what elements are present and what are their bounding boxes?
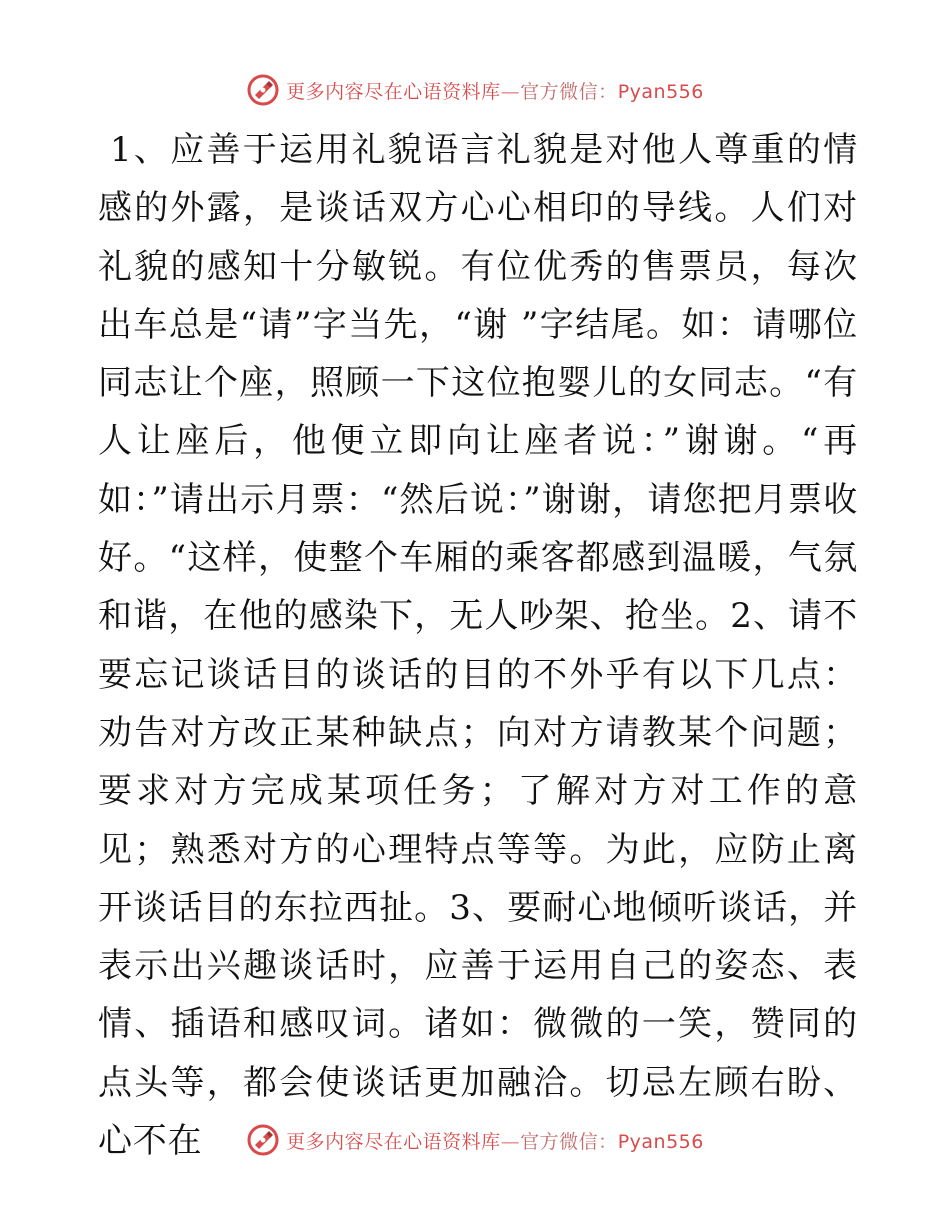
footer-separator: — <box>500 1130 521 1153</box>
header-banner-text <box>286 77 704 104</box>
header-banner <box>0 70 950 110</box>
footer-banner-text <box>286 1127 704 1154</box>
footer-wechat-id: Pyan556 <box>617 1130 704 1153</box>
header-wechat-id: Pyan556 <box>617 80 704 103</box>
header-official-text: 官方微信： <box>520 80 618 103</box>
document-body: 1、应善于运用礼貌语言礼貌是对他人尊重的情感的外露，是谈话双方心心相印的导线。人们对礼貌的感知十分敏锐。有位优秀的售票员，每次出车总是“请”字当先，“谢 ”字结尾。如：请哪位同志让个座，照顾一下这位抱婴儿的女同志。“有人让座后，他便立即向让座者说：”谢谢。“再如：”请出示月票：“然后说：”谢谢，请您把月票收好。“这样，使整个车厢的乘客都感到温暖，气氛和谐，在他的感染下，无人吵架、抢坐。2、请不要忘记谈话目的谈话的目的不外乎有以下几点：劝告对方改正某种缺点；向对方请教某个问题；要求对方完成某项任务；了解对方对工作的意见；熟悉对方的心理特点等等。为此，应防止离开谈话目的东拉西扯。3、要耐心地倾听谈话，并表示出兴趣谈话时，应善于运用自己的姿态、表情、插语和感叹词。诸如：微微的一笑，赞同的点头等，都会使谈话更加融洽。切忌左顾右盼、心不在 <box>98 130 858 1162</box>
header-separator: — <box>500 80 521 103</box>
footer-official-text: 官方微信： <box>520 1130 618 1153</box>
logo-icon <box>246 1123 280 1157</box>
logo-icon <box>246 73 280 107</box>
footer-site-text: 更多内容尽在心语资料库 <box>286 1130 501 1153</box>
footer-banner <box>0 1120 950 1160</box>
header-site-text: 更多内容尽在心语资料库 <box>286 80 501 103</box>
